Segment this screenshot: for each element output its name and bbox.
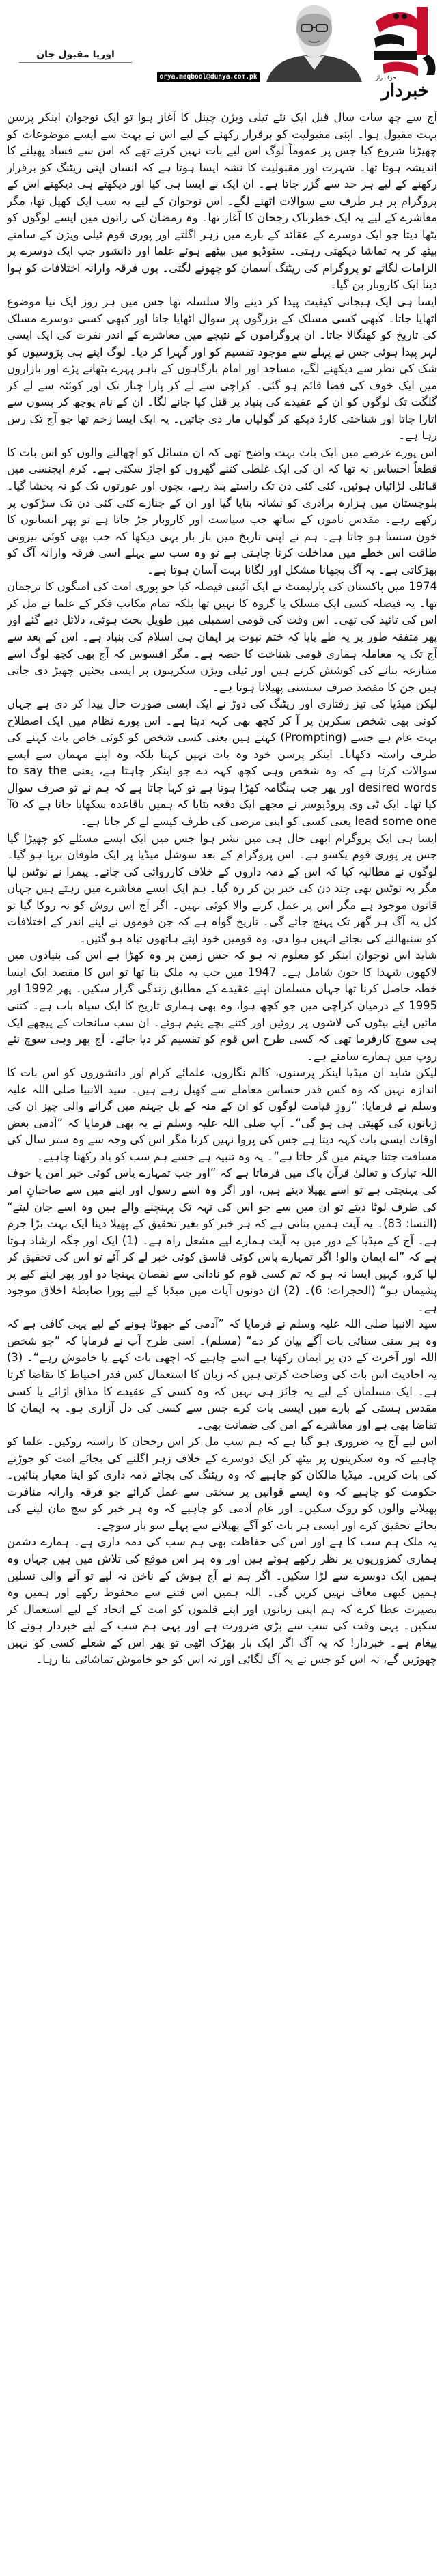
author-portrait-icon [263, 1, 365, 82]
column-header [0, 0, 444, 85]
article-body [7, 109, 437, 2572]
article-paragraph: شاید اس نوجوان اینکر کو معلوم نہ ہو کہ جس زمین پر وہ کھڑا ہے اس کی بنیادوں میں لاکھوں شہدا کا خون شامل ہے۔ 1947 میں جب یہ ملک بنا تھا تو اس کا مقصد ایک ایسا خطہ حاصل کرنا تھا جہاں مسلمان اپنے عقیدے کے مطابق زندگی گزار سکیں۔ پھر 1992 اور 1995 کے درمیان کراچی میں جو کچھ ہوا، وہ بھی ہماری تاریخ کا ایک سیاہ باب ہے۔ کتنی مائیں اپنے بیٹوں کی لاشوں پر روئیں اور کتنے بچے یتیم ہوئے۔ ان سب سانحات کے پیچھے ایک ہی سوچ کارفرما تھی کہ کسی طرح اس قوم کو تقسیم کر دیا جائے۔ آج پھر وہی سوچ نئے روپ میں ہمارے سامنے ہے۔ [7, 949, 437, 1063]
article-paragraph: لیکن میڈیا کی تیز رفتاری اور ریٹنگ کی دوڑ نے ایک ایسی صورت حال پیدا کر دی ہے جہاں کوئی بھی شخص سکرین پر آ کر کچھ بھی کہہ دیتا ہے۔ اس پورے نظام میں ایک اصطلاح بہت عام ہے جسے (Prompting) کہتے ہیں یعنی کسی شخص کو کوئی خاص بات کہنے کی طرف راستہ دکھانا۔ اینکر پرسن خود وہ بات نہیں کہتا بلکہ وہ اپنے مہمان سے ایسے سوالات کرتا ہے کہ وہ شخص وہی کچھ کہہ دے جو اینکر چاہتا ہے، یعنی to say the desired words اور پھر جب ہنگامہ کھڑا ہوتا ہے تو کہا جاتا ہے کہ ہم نے تو صرف سوال کیا تھا۔ ایک ٹی وی پروڈیوسر نے مجھے ایک دفعہ بتایا کہ ہمیں باقاعدہ سکھایا جاتا ہے کہ To lead some one یعنی کسی کو اپنی مرضی کی طرف کیسے لے کر جانا ہے۔ [7, 697, 437, 828]
logo-text: حرف راز [376, 74, 397, 81]
article-paragraph: ایسا ہی ایک پروگرام ابھی حال ہی میں نشر ہوا جس میں ایک ایسے مسئلے کو چھیڑا گیا جس پر پوری قوم یکسو ہے۔ اس پروگرام کے بعد سوشل میڈیا پر ایک طوفان برپا ہو گیا۔ لوگوں نے مطالبہ کیا کہ اس کے ذمہ داروں کے خلاف کارروائی کی جائے۔ پیمرا نے نوٹس لیا مگر یہ نوٹس بھی چند دن کی خبر بن کر رہ گیا۔ ہم ایک ایسے معاشرے میں رہتے ہیں جہاں قانون موجود ہے مگر اس پر عمل کرنے والا کوئی نہیں۔ اگر آج اس روش کو نہ روکا گیا تو کل یہ آگ ہر گھر تک پہنچ جائے گی۔ تاریخ گواہ ہے کہ جن قوموں نے اپنے اندر کے اختلافات کو سنبھالنے کی بجائے انہیں ہوا دی، وہ قومیں خود اپنے ہاتھوں تباہ ہو گئیں۔ [7, 831, 437, 945]
article-paragraph: ایسا ہی ایک ہیجانی کیفیت پیدا کر دینے والا سلسلہ تھا جس میں ہر روز ایک نیا موضوع اٹھایا جاتا۔ کبھی کسی مسلک کے بزرگوں پر سوال اٹھایا جاتا اور کبھی کسی دوسرے مسلک کی تاریخ کو کھنگالا جاتا۔ ان پروگراموں کے نتیجے میں معاشرے کے اندر نفرت کی ایک ایسی لہر پیدا ہوئی جس نے پہلے سے موجود تقسیم کو اور گہرا کر دیا۔ لوگ اپنے ہی پڑوسیوں کو شک کی نظر سے دیکھنے لگے، مساجد اور امام بارگاہوں کے باہر پہرے بٹھانے پڑے اور بازاروں میں ایک خوف کی فضا قائم ہو گئی۔ کراچی سے لے کر پارا چنار تک اور کوئٹہ سے لے کر گلگت تک لوگوں کو ان کے عقیدے کی بنیاد پر قتل کیا جانے لگا۔ ان کے نام پوچھ کر بسوں سے اتارا جاتا اور شناختی کارڈ دیکھ کر گولیاں مار دی جاتیں۔ یہ ایک ایسا زخم تھا جو آج تک رس رہا ہے۔ [7, 295, 437, 443]
author-name-block [12, 49, 139, 63]
column-title: خبردار [381, 81, 429, 101]
article-paragraph: اللہ تبارک و تعالیٰ قرآن پاک میں فرماتا ہے کہ ”اور جب تمہارے پاس کوئی خبر امن یا خوف کی پہنچتی ہے تو اسے پھیلا دیتے ہیں، اور اگر وہ اسے رسول اور اپنے میں سے صاحبانِ امر کی طرف لوٹا دیتے تو ان میں سے جو اس کی تہہ تک پہنچنے والے ہیں وہ اسے جان لیتے“ (النسا: 83)۔ یہ آیت ہمیں بتاتی ہے کہ ہر خبر کو بغیر تحقیق کے پھیلا دینا ایک بہت بڑا جرم ہے۔ آج کے میڈیا کے دور میں یہ آیت ہمارے لیے مشعل راہ ہے۔ (1) ایک اور جگہ ارشاد ہوتا ہے کہ ”اے ایمان والو! اگر تمہارے پاس کوئی فاسق کوئی خبر لے کر آئے تو اس کی تحقیق کر لیا کرو، کہیں ایسا نہ ہو کہ تم کسی قوم کو نادانی سے نقصان پہنچا دو اور پھر اپنے کیے پر پشیمان ہو“ (الحجرات: 6)۔ (2) ان دونوں آیات میں میڈیا کے لیے پورا ضابطۂ اخلاق موجود ہے۔ [7, 1166, 437, 1314]
article-paragraph: 1974 میں پاکستان کی پارلیمنٹ نے ایک آئینی فیصلہ کیا جو پوری امت کی امنگوں کا ترجمان تھا۔ یہ فیصلہ کسی ایک مسلک یا گروہ کا نہیں تھا بلکہ تمام مکاتب فکر کے علما نے مل کر اس کی تائید کی تھی۔ اس وقت کی قومی اسمبلی میں طویل بحث ہوئی، دلائل دیے گئے اور پھر متفقہ طور پر یہ طے پایا کہ ختم نبوت پر ایمان ہی اسلام کی بنیاد ہے۔ اس کے بعد سے آج تک یہ معاملہ ہماری قومی شناخت کا حصہ ہے۔ مگر افسوس کہ آج بھی کچھ لوگ اسے متنازعہ بنانے کی کوشش کرتے ہیں اور ٹیلی ویژن سکرینوں پر ایسی بحثیں چھیڑ دی جاتی ہیں جن کا مقصد صرف سنسنی پھیلانا ہوتا ہے۔ [7, 580, 437, 694]
article-paragraph: لیکن شاید ان میڈیا اینکر پرسنوں، کالم نگاروں، علمائے کرام اور دانشوروں کو اس بات کا اندازہ نہیں کہ وہ کس قدر حساس معاملے سے کھیل رہے ہیں۔ سید الانبیا صلی اللہ علیہ وسلم نے فرمایا: ”روزِ قیامت لوگوں کو ان کے منہ کے بل جہنم میں گرانے والی چیز ان کی زبانوں کی کھیتی ہی ہو گی“۔ آپ صلی اللہ علیہ وسلم نے یہ بھی فرمایا کہ ”آدمی بعض اوقات ایسی بات کہہ دیتا ہے جس کی پروا نہیں کرتا مگر اس کی وجہ سے وہ ستر سال کی مسافت جتنا جہنم میں گر جاتا ہے“۔ یہ وہ تنبیہ ہے جسے ہم سب کو یاد رکھنا چاہیے۔ [7, 1066, 437, 1163]
harf-e-raaz-logo-icon [369, 3, 441, 82]
author-name-underline [19, 62, 132, 63]
article-paragraph: اس پورے عرصے میں ایک بات بہت واضح تھی کہ ان مسائل کو اچھالنے والوں کو اس بات کا قطعاً احساس نہ تھا کہ ان کی ایک غلطی کتنے گھروں کو اجاڑ سکتی ہے۔ کرم ایجنسی میں قبائلی لڑائیاں ہوئیں، کئی کئی دن تک راستے بند رہے، بچوں اور عورتوں تک کو نہ بخشا گیا۔ بلوچستان میں ہزارہ برادری کو نشانہ بنایا گیا اور ان کے جنازے کئی کئی دن تک سڑکوں پر رکھے رہے۔ مقدس ناموں کے ساتھ جب سیاست اور کاروبار جڑ جاتا ہے تو پھر انسانوں کا خون سستا ہو جاتا ہے۔ ہم نے اپنی تاریخ میں بار بار یہی دیکھا کہ جب بھی کوئی بیرونی طاقت اس خطے میں مداخلت کرنا چاہتی ہے تو وہ سب سے پہلے اسی فرقہ وارانہ آگ کو بھڑکاتی ہے۔ یہ آگ بجھانا مشکل اور لگانا بہت آسان ہوتا ہے۔ [7, 445, 437, 576]
article-paragraph: آج سے چھ سات سال قبل ایک نئے ٹیلی ویژن چینل کا آغاز ہوا تو ایک نوجوان اینکر پرسن بہت مقبول ہوا۔ اپنی مقبولیت کو برقرار رکھنے کے لیے اس نے بہت سے ایسے موضوعات کو چھیڑنا شروع کیا جس پر عموماً لوگ اس لیے بات نہیں کرتے تھے کہ اس سے فساد پھیلنے کا اندیشہ ہوتا تھا۔ شہرت اور مقبولیت کا نشہ ایسا ہوتا ہے کہ انسان اپنی ریٹنگ کو برقرار رکھنے کے لیے ہر حد سے گزر جاتا ہے۔ ان ایک نے ایسا ہی کیا اور دیکھتے ہی دیکھتے اس کے پروگرام پر ہر طرف سے سوالات اٹھنے لگے۔ اس نوجوان کے لیے یہ سب ایک کھیل تھا، مگر معاشرے کے لیے یہ ایک خطرناک رجحان کا آغاز تھا۔ وہ رمضان کی راتوں میں ایسے لوگوں کو بٹھا دیتا جو ایک دوسرے کے عقائد کے بارے میں زہر اگلتے اور پوری قوم ٹیلی ویژن کے سامنے بیٹھ کر یہ تماشا دیکھتی رہتی۔ سٹوڈیو میں بیٹھے ہوئے علما اور دانشور جب ایک دوسرے پر الزامات لگاتے تو پروگرام کی ریٹنگ آسمان کو چھونے لگتی۔ یوں فرقہ وارانہ اختلافات کو ہوا دینا ایک کاروبار بن گیا۔ [7, 111, 437, 292]
article-paragraph: یہ ملک ہم سب کا ہے اور اس کی حفاظت بھی ہم سب کی ذمہ داری ہے۔ ہمارے دشمن ہماری کمزوریوں پر نظر رکھے ہوئے ہیں اور وہ ہر اس موقع کی تلاش میں ہیں جہاں وہ ہمیں ایک دوسرے سے لڑا سکیں۔ اگر ہم نے آج ہوش کے ناخن نہ لیے تو آنے والی نسلیں ہمیں کبھی معاف نہیں کریں گی۔ اللہ ہمیں اس فتنے سے محفوظ رکھے اور ہمیں وہ بصیرت عطا کرے کہ ہم اپنی زبانوں اور اپنے قلموں کو امت کے اتحاد کے لیے استعمال کر سکیں۔ یہی وقت کی سب سے بڑی ضرورت ہے اور یہی ہم سب کے لیے خبردار ہونے کا پیغام ہے۔ خبردار! کہ یہ آگ اگر ایک بار بھڑک اٹھی تو پھر اس کے شعلے کسی کو نہیں چھوڑیں گے، نہ اس کو جس نے یہ آگ لگائی اور نہ اس کو جو خاموش تماشائی بنا رہا۔ [7, 1535, 437, 1666]
article-paragraph: سید الانبیا صلی اللہ علیہ وسلم نے فرمایا کہ ”آدمی کے جھوٹا ہونے کے لیے یہی کافی ہے کہ وہ ہر سنی سنائی بات آگے بیان کر دے“ (مسلم)۔ اسی طرح آپ نے فرمایا کہ ”جو شخص اللہ اور آخرت کے دن پر ایمان رکھتا ہے اسے چاہیے کہ اچھی بات کہے یا خاموش رہے“۔ (3) یہ احادیث اس بات کی وضاحت کرتی ہیں کہ زبان کا استعمال کس قدر احتیاط کا تقاضا کرتا ہے۔ ایک مسلمان کے لیے یہ جائز ہی نہیں کہ وہ کسی کے عقیدے کا مذاق اڑائے یا کسی مقدس ہستی کے بارے میں ایسی بات کرے جس سے کسی کی دل آزاری ہو۔ یہ ایمان کا تقاضا بھی ہے اور معاشرے کے امن کی ضمانت بھی۔ [7, 1317, 437, 1431]
author-name: اوریا مقبول جان [36, 49, 115, 60]
article-paragraph: اس لیے آج یہ ضروری ہو گیا ہے کہ ہم سب مل کر اس رجحان کا راستہ روکیں۔ علما کو چاہیے کہ وہ سکرینوں پر بیٹھ کر ایک دوسرے کے خلاف زہر اگلنے کی بجائے امت کو جوڑنے کی بات کریں۔ میڈیا مالکان کو چاہیے کہ وہ ریٹنگ کی بجائے ذمہ داری کو اپنا معیار بنائیں۔ حکومت کو چاہیے کہ وہ ایسے قوانین پر سختی سے عمل کرائے جو فرقہ وارانہ منافرت پھیلانے والوں کو روک سکیں۔ اور عام آدمی کو چاہیے کہ وہ ہر خبر کو سچ مان لینے کی بجائے تحقیق کرے اور ایسی ہر بات کو آگے پھیلانے سے پہلے سو بار سوچے۔ [7, 1435, 437, 1532]
author-email[interactable]: orya.maqbool@dunya.com.pk [157, 72, 260, 82]
